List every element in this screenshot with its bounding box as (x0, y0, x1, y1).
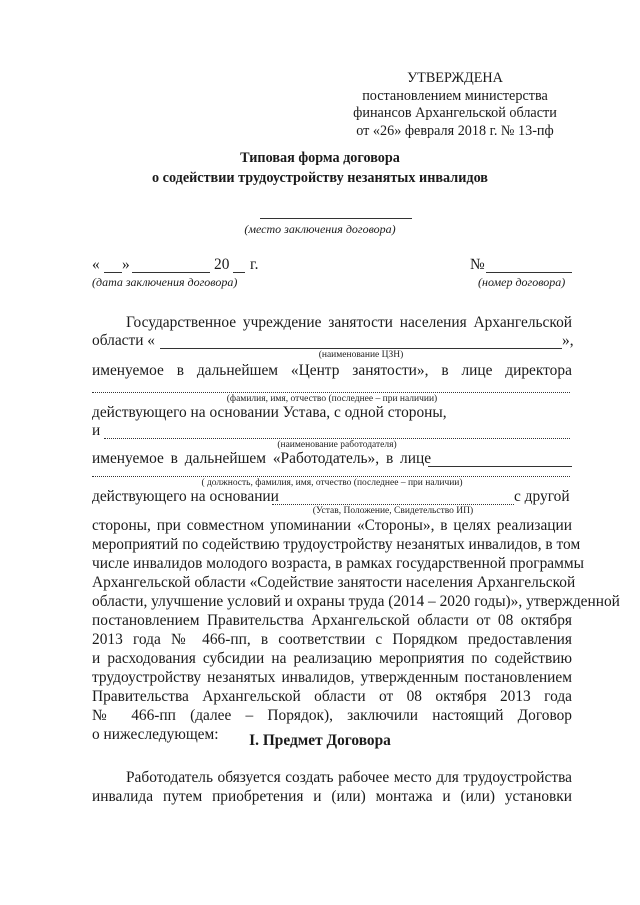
preamble-line: постановлением Правительства Архангельской области от 08 октября (92, 612, 572, 629)
preamble-line: области, улучшение условий и охраны труда (2014 – 2020 годы)», утвержденной (92, 593, 620, 610)
date-year-field[interactable] (233, 272, 245, 273)
position-caption: ( должность, фамилия, имя, отчество (последнее – при наличии) (201, 478, 463, 488)
section-1-paragraph (92, 768, 572, 806)
contract-number-field[interactable] (486, 272, 572, 273)
director-caption: (фамилия, имя, отчество (последнее – при наличии) (226, 394, 438, 404)
section-1-line: инвалида путем приобретения и (или) монтажа и (или) установки (92, 788, 572, 805)
date-year-prefix: 20 (214, 256, 230, 273)
place-caption: (место заключения договора) (244, 222, 396, 236)
parties-line-7-end: с другой (514, 488, 570, 505)
approval-stamp (330, 70, 580, 140)
approval-title: УТВЕРЖДЕНА (407, 70, 503, 86)
employer-caption: (наименование работодателя) (277, 440, 397, 450)
employer-rep-field-2[interactable] (92, 476, 570, 477)
director-name-field[interactable] (92, 392, 570, 393)
section-1-line: Работодатель обязуется создать рабочее место для трудоустройства (126, 769, 572, 786)
place-field-line[interactable] (260, 218, 412, 219)
parties-line-2-start: области « (92, 332, 155, 349)
preamble-line: Архангельской области «Содействие занятости населения Архангельской (92, 574, 576, 591)
date-day-field[interactable] (104, 272, 122, 273)
parties-line-3: именуемое в дальнейшем «Центр занятости», в лице директора (92, 362, 572, 379)
date-open-quote: « (92, 256, 100, 273)
preamble-line: № 466-пп (далее – Порядок), заключили настоящий Договор (92, 707, 572, 724)
parties-line-1: Государственное учреждение занятости населения Архангельской (126, 314, 572, 331)
parties-line-7-start: действующего на основании (92, 488, 279, 505)
document-subtitle: о содействии трудоустройству незанятых инвалидов (152, 170, 488, 186)
preamble-line: стороны, при совместном упоминании «Стороны», в целях реализации (92, 517, 572, 534)
document-title: Типовая форма договора (240, 150, 400, 166)
preamble-paragraph (92, 516, 620, 744)
preamble-line: о нижеследующем: (92, 726, 219, 743)
section-1-heading: I. Предмет Договора (249, 732, 391, 749)
basis-field[interactable] (272, 504, 514, 505)
number-caption: (номер договора) (478, 275, 566, 289)
parties-line-2-end: », (562, 332, 574, 349)
approval-line-2: постановлением министерства (362, 87, 548, 104)
parties-line-6: именуемое в дальнейшем «Работодатель», в лице (92, 450, 432, 467)
preamble-line: Правительства Архангельской области от 08 октября 2013 года (92, 688, 572, 705)
basis-caption: (Устав, Положение, Свидетельство ИП) (312, 506, 474, 516)
czn-caption: (наименование ЦЗН) (318, 350, 404, 360)
date-caption: (дата заключения договора) (92, 275, 238, 289)
preamble-line: числе инвалидов молодого возраста, в рамках государственной программы (92, 555, 584, 572)
parties-line-5-start: и (92, 422, 101, 439)
preamble-line: и расходования субсидии на реализацию мероприятия по содействию (92, 650, 572, 667)
employer-name-field[interactable] (104, 438, 570, 439)
czn-name-field[interactable] (160, 348, 562, 349)
number-sign: № (470, 256, 485, 273)
parties-line-4: действующего на основании Устава, с одной стороны, (92, 404, 447, 421)
date-month-field[interactable] (132, 272, 210, 273)
approval-line-4: от «26» февраля 2018 г. № 13-пф (356, 122, 554, 139)
employer-rep-field-1[interactable] (428, 466, 572, 467)
preamble-line: трудоустройству незанятых инвалидов, утвержденным постановлением (92, 669, 572, 686)
preamble-line: 2013 года № 466-пп, в соответствии с Порядком предоставления (92, 631, 572, 648)
approval-line-3: финансов Архангельской области (353, 105, 557, 121)
date-year-suffix: г. (250, 256, 259, 273)
preamble-line: мероприятий по содействию трудоустройству незанятых инвалидов, в том (92, 536, 581, 553)
date-close-quote: » (122, 256, 130, 273)
